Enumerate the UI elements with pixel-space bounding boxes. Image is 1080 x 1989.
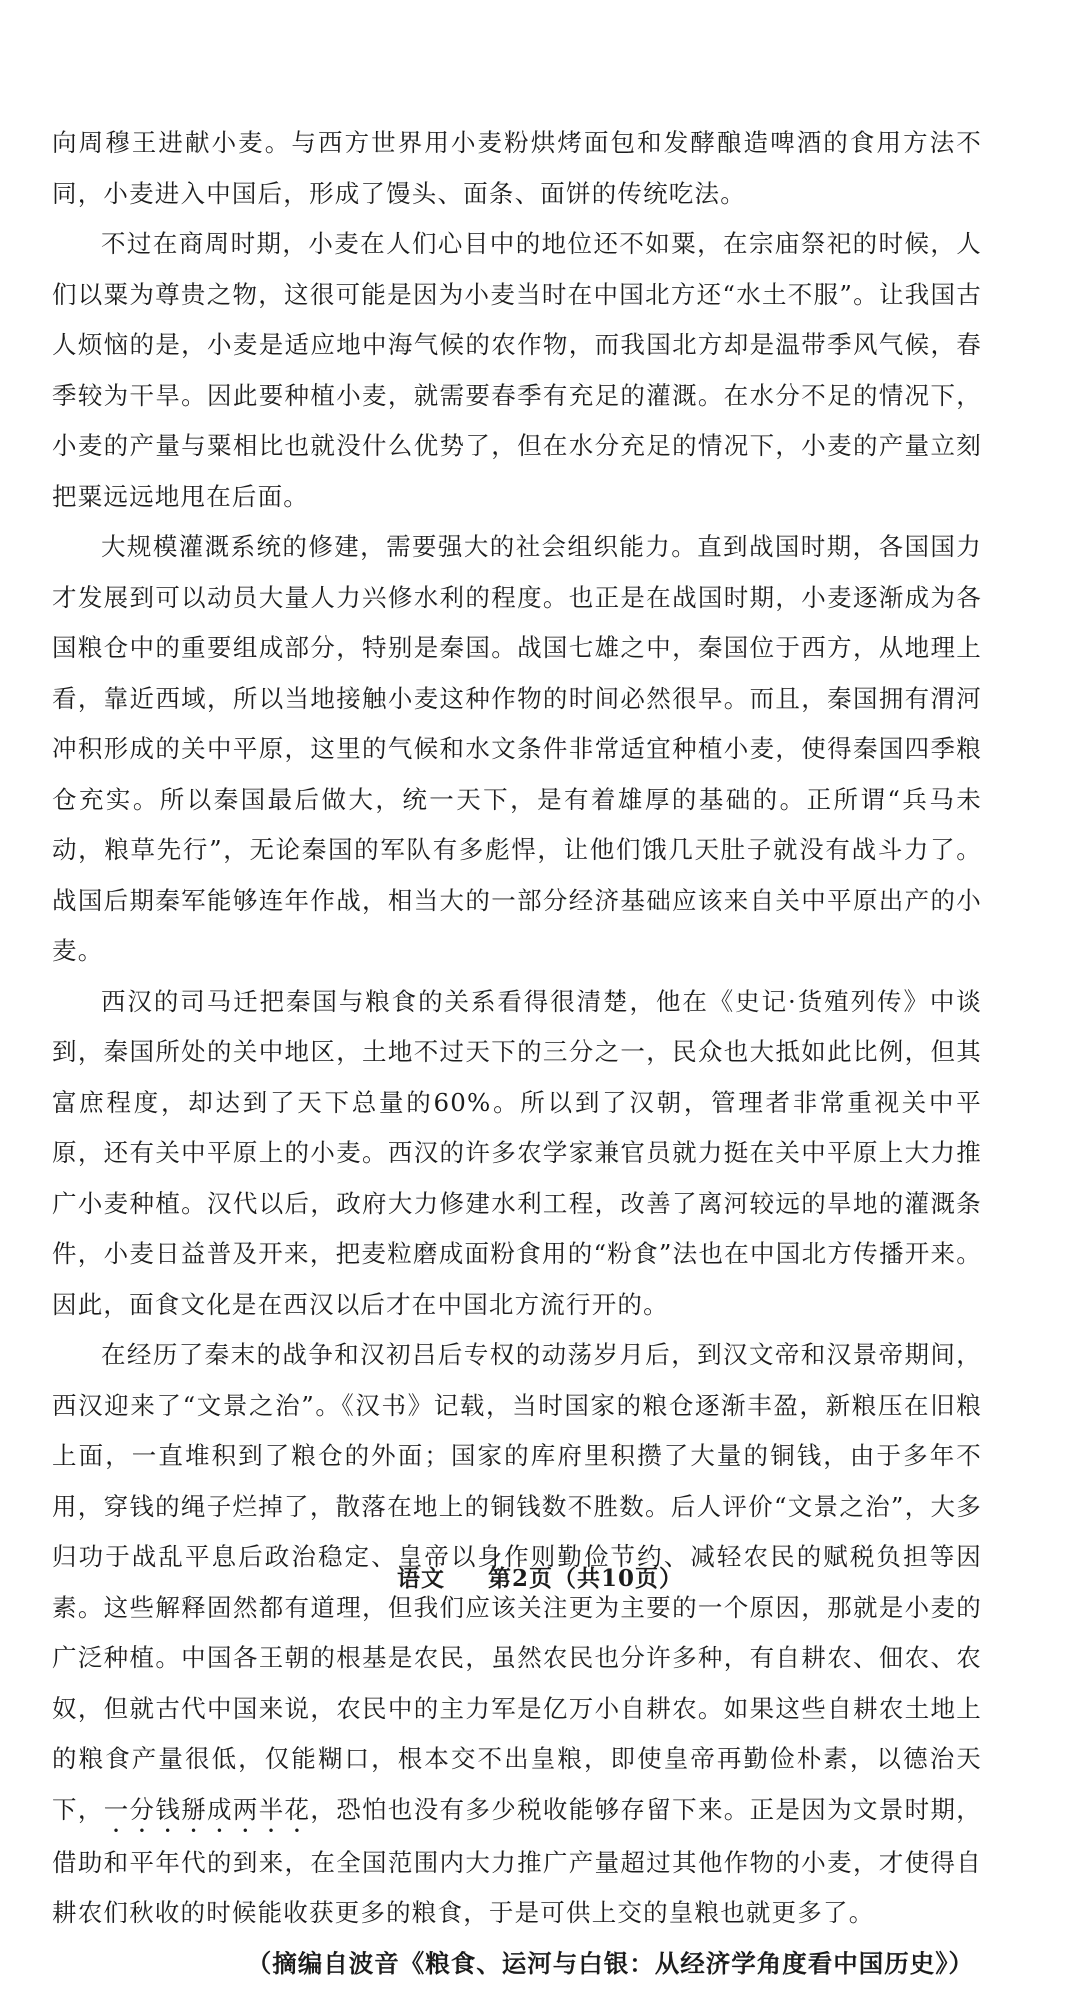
footer-subject: 语文	[396, 1565, 445, 1592]
paragraph-3: 大规模灌溉系统的修建，需要强大的社会组织能力。直到战国时期，各国国力才发展到可以动员大量人力兴修水利的程度。也正是在战国时期，小麦逐渐成为各国粮仓中的重要组成部分，特别是秦国。战国七雄之中，秦国位于西方，从地理上看，靠近西域，所以当地接触小麦这种作物的时间必然很早。而且，秦国拥有渭河冲积形成的关中平原，这里的气候和水文条件非常适宜种植小麦，使得秦国四季粮仓充实。所以秦国最后做大，统一天下，是有着雄厚的基础的。正所谓“兵马未动，粮草先行”，无论秦国的军队有多彪悍，让他们饿几天肚子就没有战斗力了。战国后期秦军能够连年作战，相当大的一部分经济基础应该来自关中平原出产的小麦。	[52, 532, 982, 965]
paragraph-5-part-1: 在经历了秦末的战争和汉初吕后专权的动荡岁月后，到汉文帝和汉景帝期间，西汉迎来了“文景之治”。《汉书》记载，当时国家的粮仓逐渐丰盈，新粮压在旧粮上面，一直堆积到了粮仓的外面；国家的库府里积攒了大量的铜钱，由于多年不用，穿钱的绳子烂掉了，散落在地上的铜钱数不胜数。后人评价“文景之治”，大多归功于战乱平息后政治稳定、皇帝以身作则勤俭节约、减轻农民的赋税负担等因素。这些解释固然都有道理，但我们应该关注更为主要的一个原因，那就是小麦的广泛种植。中国各王朝的根基是农民，虽然农民也分许多种，有自耕农、佃农、农奴，但就古代中国来说，农民中的主力军是亿万小自耕农。如果这些自耕农土地上的粮食产量很低，仅能糊口，根本交不出皇粮，即使皇帝再勤俭朴素，以德治天下，	[52, 1340, 982, 1824]
paragraph-1: 向周穆王进献小麦。与西方世界用小麦粉烘烤面包和发酵酿造啤酒的食用方法不同，小麦进入中国后，形成了馒头、面条、面饼的传统吃法。	[52, 128, 982, 208]
document-body	[52, 118, 982, 1989]
paragraph-4: 西汉的司马迁把秦国与粮食的关系看得很清楚，他在《史记·货殖列传》中谈到，秦国所处的关中地区，土地不过天下的三分之一，民众也大抵如此比例，但其富庶程度，却达到了天下总量的60%。所以到了汉朝，管理者非常重视关中平原，还有关中平原上的小麦。西汉的许多农学家兼官员就力挺在关中平原上大力推广小麦种植。汉代以后，政府大力修建水利工程，改善了离河较远的旱地的灌溉条件，小麦日益普及开来，把麦粒磨成面粉食用的“粉食”法也在中国北方传播开来。因此，面食文化是在西汉以后才在中国北方流行开的。	[52, 986, 982, 1319]
paragraph-5	[52, 1330, 982, 1939]
paragraph-5-part-2: ，恐怕也没有多少税收能够存留下来。正是因为文景时期，借助和平年代的到来，在全国范围内大力推广产量超过其他作物的小麦，才使得自耕农们秋收的时候能收获更多的粮食，于是可供上交的皇粮也就更多了。	[52, 1794, 983, 1927]
footer-page-number: 第2页（共10页）	[488, 1565, 684, 1592]
page-footer	[0, 1560, 1080, 1593]
paragraph-2: 不过在商周时期，小麦在人们心目中的地位还不如粟，在宗庙祭祀的时候，人们以粟为尊贵之物，这很可能是因为小麦当时在中国北方还“水土不服”。让我国古人烦恼的是，小麦是适应地中海气候的农作物，而我国北方却是温带季风气候，春季较为干旱。因此要种植小麦，就需要春季有充足的灌溉。在水分不足的情况下，小麦的产量与粟相比也就没什么优势了，但在水分充足的情况下，小麦的产量立刻把粟远远地甩在后面。	[52, 229, 982, 511]
emphasized-phrase: 一分钱掰成两半花	[103, 1794, 311, 1824]
source-citation: （摘编自波音《粮食、运河与白银：从经济学角度看中国历史》）	[246, 1948, 974, 1978]
